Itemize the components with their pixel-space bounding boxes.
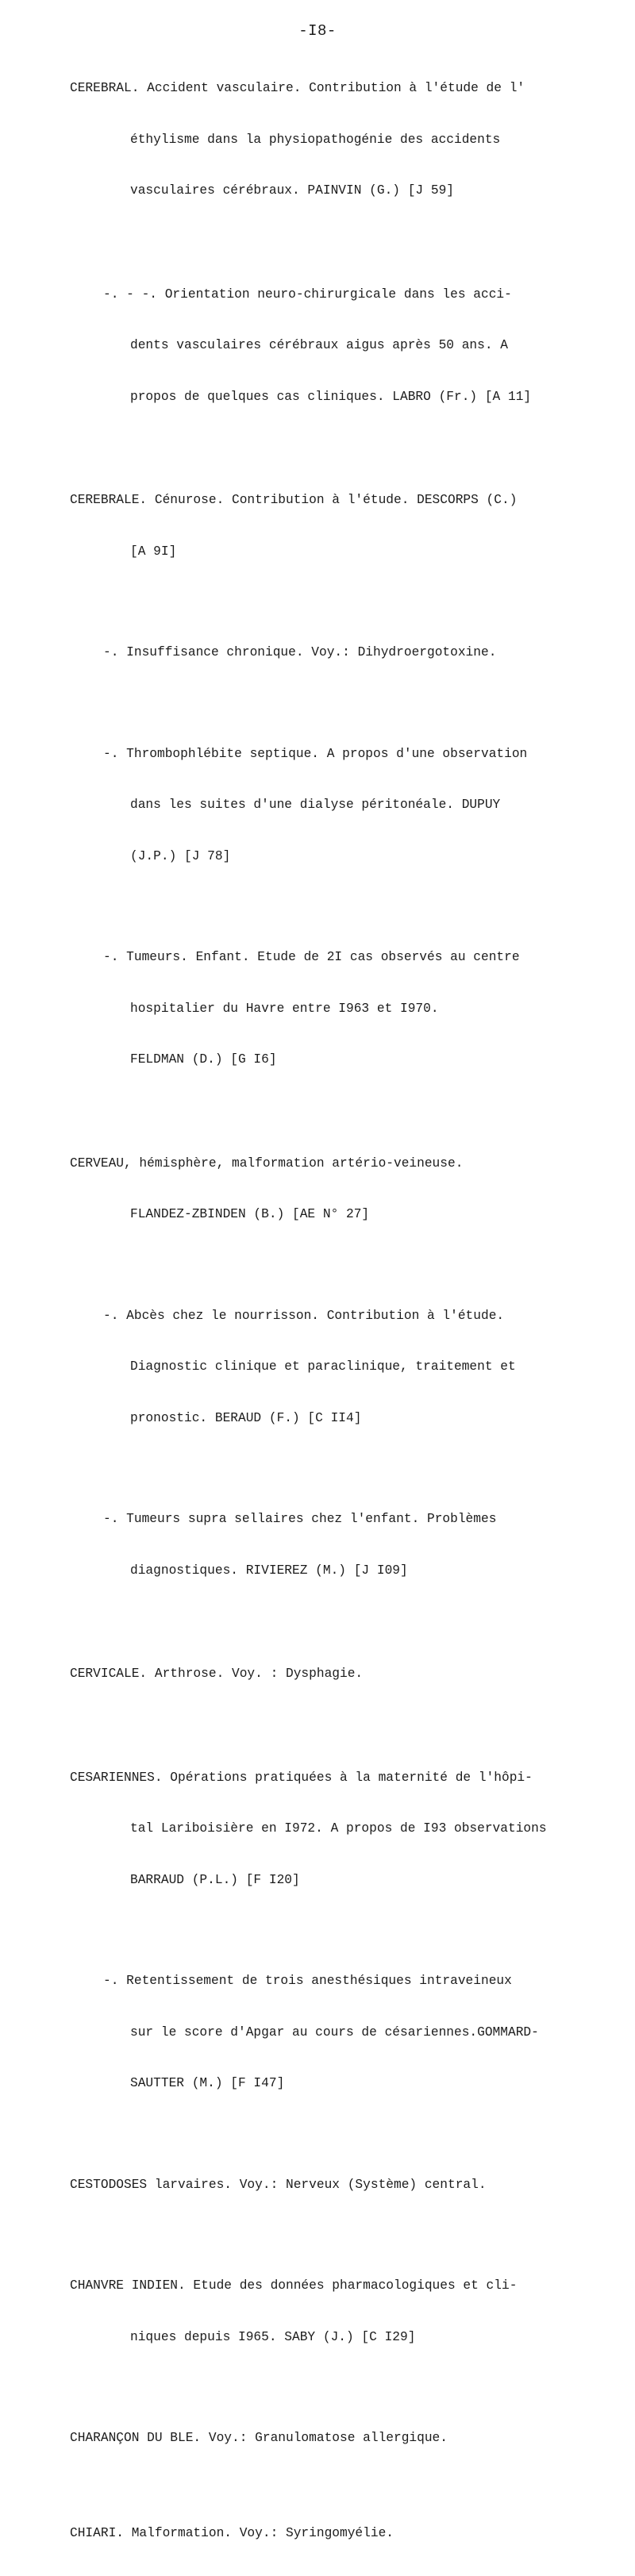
index-subentry-orientation — [0, 252, 635, 440]
index-entry-chiari — [0, 2491, 635, 2576]
entry-line: -. Tumeurs supra sellaires chez l'enfant. Problèmes — [103, 1511, 635, 1528]
entry-line: vasculaires cérébraux. PAINVIN (G.) [J 59] — [70, 183, 635, 200]
index-entry-chanvre-indien — [0, 2243, 635, 2380]
entry-line: sur le score d'Apgar au cours de césariennes.GOMMARD- — [103, 2024, 635, 2042]
index-subentry-abces — [0, 1274, 635, 1462]
index-subentry-insuffisance — [0, 610, 635, 696]
index-entry-cesariennes — [0, 1736, 635, 1924]
entry-line: -. - -. Orientation neuro-chirurgicale dans les acci- — [103, 286, 635, 304]
entry-line: hospitalier du Havre entre I963 et I970. — [103, 1001, 635, 1018]
index-entry-cestodoses — [0, 2143, 635, 2228]
entry-line: SAUTTER (M.) [F I47] — [103, 2075, 635, 2093]
entry-line: FLANDEZ-ZBINDEN (B.) [AE N° 27] — [70, 1206, 635, 1224]
index-entries — [0, 46, 635, 2576]
index-entry-charancon — [0, 2396, 635, 2482]
entry-line: tal Lariboisière en I972. A propos de I93 observations — [70, 1821, 635, 1838]
document-page — [0, 0, 635, 952]
entry-line: pronostic. BERAUD (F.) [C II4] — [103, 1410, 635, 1428]
entry-line: -. Tumeurs. Enfant. Etude de 2I cas observés au centre — [103, 949, 635, 967]
entry-line: CERVEAU, hémisphère, malformation artério-veineuse. — [70, 1155, 635, 1173]
index-subentry-tumeurs-enfant — [0, 915, 635, 1103]
index-subentry-thrombophlebite — [0, 712, 635, 900]
entry-line: éthylisme dans la physiopathogénie des accidents — [70, 132, 635, 149]
entry-line: niques depuis I965. SABY (J.) [C I29] — [70, 2329, 635, 2347]
entry-line: -. Thrombophlébite septique. A propos d'une observation — [103, 746, 635, 763]
entry-line: CHANVRE INDIEN. Etude des données pharmacologiques et cli- — [70, 2278, 635, 2295]
entry-line: diagnostiques. RIVIEREZ (M.) [J I09] — [103, 1563, 635, 1580]
entry-line: -. Retentissement de trois anesthésiques intraveineux — [103, 1973, 635, 1990]
page-number: -I8- — [0, 22, 635, 40]
entry-line: Diagnostic clinique et paraclinique, traitement et — [103, 1359, 635, 1376]
entry-line: propos de quelques cas cliniques. LABRO (Fr.) [A 11] — [103, 389, 635, 406]
entry-line: CERVICALE. Arthrose. Voy. : Dysphagie. — [70, 1666, 635, 1683]
entry-line: BARRAUD (P.L.) [F I20] — [70, 1872, 635, 1890]
entry-line: FELDMAN (D.) [G I6] — [103, 1052, 635, 1069]
entry-line: dents vasculaires cérébraux aigus après 50 ans. A — [103, 337, 635, 355]
entry-line: dans les suites d'une dialyse péritonéale. DUPUY — [103, 797, 635, 814]
index-subentry-tumeurs-supra-sellaires — [0, 1477, 635, 1613]
index-entry-cerebral — [0, 46, 635, 234]
entry-line: CHIARI. Malformation. Voy.: Syringomyélie. — [70, 2525, 635, 2543]
entry-line: CEREBRALE. Cénurose. Contribution à l'étude. DESCORPS (C.) — [70, 492, 635, 509]
entry-line: -. Abcès chez le nourrisson. Contribution à l'étude. — [103, 1308, 635, 1325]
index-entry-cerebrale — [0, 458, 635, 594]
entry-line: CESARIENNES. Opérations pratiquées à la maternité de l'hôpi- — [70, 1770, 635, 1787]
entry-line: -. Insuffisance chronique. Voy.: Dihydroergotoxine. — [103, 644, 635, 662]
entry-line: CEREBRAL. Accident vasculaire. Contribution à l'étude de l' — [70, 80, 635, 98]
index-entry-cerveau — [0, 1121, 635, 1258]
entry-line: [A 9I] — [70, 544, 635, 561]
index-subentry-retentissement — [0, 1939, 635, 2127]
entry-line: CESTODOSES larvaires. Voy.: Nerveux (Système) central. — [70, 2177, 635, 2194]
index-entry-cervicale — [0, 1632, 635, 1717]
entry-line: CHARANÇON DU BLE. Voy.: Granulomatose allergique. — [70, 2430, 635, 2447]
entry-line: (J.P.) [J 78] — [103, 848, 635, 866]
